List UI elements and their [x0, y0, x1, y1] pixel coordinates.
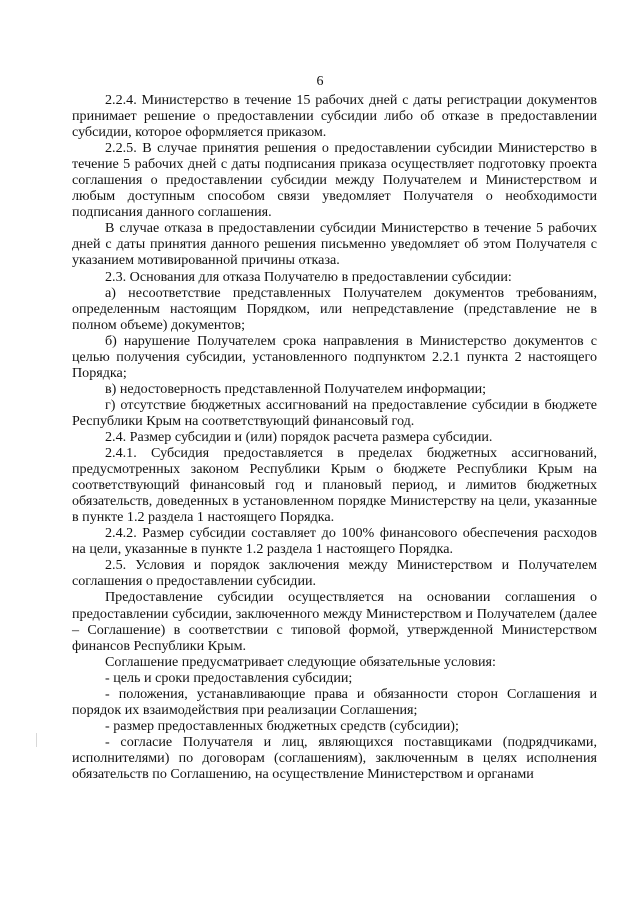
page-number: 6 — [316, 74, 324, 89]
paragraph-2-4-heading: 2.4. Размер субсидии и (или) порядок расчета размера субсидии. — [105, 428, 493, 445]
paragraph-2-5-heading: 2.5. Условия и порядок заключения между Министерством и Получателем соглашения о предоставлении субсидии. — [72, 557, 597, 590]
document-body — [72, 92, 597, 782]
paragraph-refusal-notice: В случае отказа в предоставлении субсидии Министерство в течение 5 рабочих дней с даты принятия данного решения письменно уведомляет об этом Получателя с указанием мотивированной причины отказа. — [72, 220, 597, 269]
paragraph-2-2-5: 2.2.5. В случае принятия решения о предоставлении субсидии Министерство в течение 5 рабочих дней с даты подписания приказа осуществляет подготовку проекта соглашения о предоставлении субсидии между Получателем и Министерством и любым доступным способом связи уведомляет Получателя о необходимости подписания данного соглашения. — [72, 140, 597, 221]
list-item-v: в) недостоверность представленной Получателем информации; — [105, 380, 487, 397]
condition-item-rights: - положения, устанавливающие права и обязанности сторон Соглашения и порядок их взаимодействия при реализации Соглашения; — [72, 685, 597, 718]
condition-item-consent: - согласие Получателя и лиц, являющихся поставщиками (подрядчиками, исполнителями) по договорам (соглашениям), заключенным в целях исполнения обязательств по Соглашению, на осуществление Министерством и органами — [72, 733, 597, 782]
paragraph-agreement-basis: Предоставление субсидии осуществляется на основании соглашения о предоставлении субсидии, заключенного между Министерством и Получателем (далее – Соглашение) в соответствии с типовой формой, утвержденной Министерством финансов Республики Крым. — [72, 589, 597, 654]
scan-artifact — [36, 733, 37, 747]
list-item-b: б) нарушение Получателем срока направления в Министерство документов с целью получения субсидии, установленного подпунктом 2.2.1 пункта 2 настоящего Порядка; — [72, 332, 597, 381]
paragraph-2-4-1: 2.4.1. Субсидия предоставляется в пределах бюджетных ассигнований, предусмотренных законом Республики Крым о бюджете Республики Крым на соответствующий финансовый год и плановый период, и лимитов бюджетных обязательств, доведенных в установленном порядке Министерству на цели, указанные в пункте 1.2 раздела 1 настоящего Порядка. — [72, 445, 597, 526]
list-item-g: г) отсутствие бюджетных ассигнований на предоставление субсидии в бюджете Республики Крым на соответствующий финансовый год. — [72, 396, 597, 429]
paragraph-2-3-heading: 2.3. Основания для отказа Получателю в предоставлении субсидии: — [105, 268, 512, 285]
condition-item-goal: - цель и сроки предоставления субсидии; — [105, 669, 353, 686]
paragraph-2-2-4: 2.2.4. Министерство в течение 15 рабочих дней с даты регистрации документов принимает решение о предоставлении субсидии либо об отказе в предоставлении субсидии, которое оформляется приказом. — [72, 92, 597, 141]
condition-item-amount: - размер предоставленных бюджетных средств (субсидии); — [105, 717, 459, 734]
paragraph-conditions-intro: Соглашение предусматривает следующие обязательные условия: — [105, 653, 496, 670]
paragraph-2-4-2: 2.4.2. Размер субсидии составляет до 100% финансового обеспечения расходов на цели, указанные в пункте 1.2 раздела 1 настоящего Порядка. — [72, 525, 597, 558]
list-item-a: а) несоответствие представленных Получателем документов требованиям, определенным настоящим Порядком, или непредставление (представление не в полном объеме) документов; — [72, 284, 597, 333]
